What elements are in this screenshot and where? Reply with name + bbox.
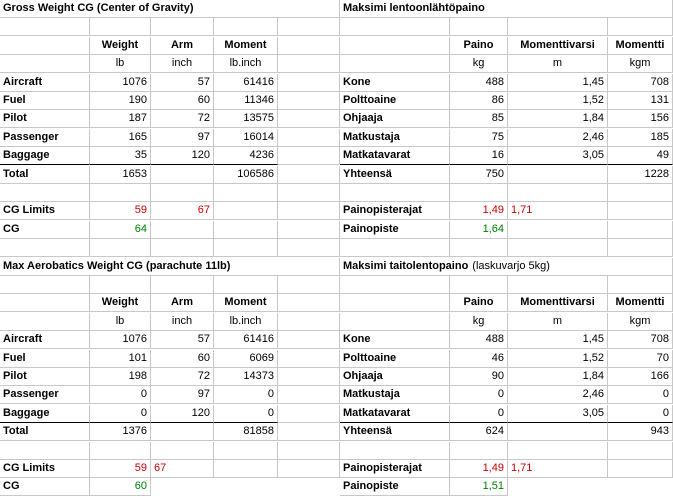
grid-cell[interactable] (0, 442, 90, 460)
left2-unit-2[interactable]: lb.inch (214, 313, 278, 331)
right-total-weight[interactable]: 750 (450, 166, 508, 184)
grid-cell[interactable] (90, 442, 151, 460)
right-row-arm[interactable]: 3,05 (508, 147, 608, 165)
right2-row-arm[interactable]: 1,84 (508, 368, 608, 386)
grid-cell[interactable] (340, 55, 450, 73)
grid-cell[interactable] (340, 276, 450, 294)
right2-row-label[interactable]: Polttoaine (340, 350, 450, 368)
left2-row-moment[interactable]: 6069 (214, 350, 278, 368)
left-limit-high[interactable]: 67 (151, 202, 214, 220)
left2-row-label[interactable]: Pilot (0, 368, 90, 386)
grid-cell[interactable] (151, 166, 214, 184)
grid-cell[interactable] (340, 184, 450, 202)
right-unit-0[interactable]: kg (450, 55, 508, 73)
right-header-1[interactable]: Momenttivarsi (508, 37, 608, 55)
grid-cell[interactable] (151, 184, 214, 202)
grid-cell[interactable] (278, 423, 340, 441)
left2-total-label[interactable]: Total (0, 423, 90, 441)
left-row-moment[interactable]: 16014 (214, 129, 278, 147)
right2-row-label[interactable]: Ohjaaja (340, 368, 450, 386)
right-title[interactable]: Maksimi lentoonlähtöpaino (340, 0, 608, 18)
right2-unit-2[interactable]: kgm (608, 313, 673, 331)
right2-row-weight[interactable]: 0 (450, 405, 508, 423)
left-row-moment[interactable]: 13575 (214, 110, 278, 128)
left-limits-label[interactable]: CG Limits (0, 202, 90, 220)
right-limits-label[interactable]: Painopisterajat (340, 202, 450, 220)
grid-cell[interactable] (214, 239, 278, 257)
grid-cell[interactable] (278, 368, 340, 386)
right-row-label[interactable]: Matkatavarat (340, 147, 450, 165)
left-limit-low[interactable]: 59 (90, 202, 151, 220)
right2-row-moment[interactable]: 0 (608, 386, 673, 404)
grid-cell[interactable] (0, 313, 90, 331)
right2-limit-low[interactable]: 1,49 (450, 460, 508, 478)
right2-row-moment[interactable]: 70 (608, 350, 673, 368)
left-row-arm[interactable]: 60 (151, 92, 214, 110)
right-row-arm[interactable]: 2,46 (508, 129, 608, 147)
left-header-0[interactable]: Weight (90, 37, 151, 55)
grid-cell[interactable] (214, 18, 278, 36)
right2-total-label[interactable]: Yhteensä (340, 423, 450, 441)
grid-cell[interactable] (340, 239, 450, 257)
right2-cg-value[interactable]: 1,51 (450, 478, 508, 496)
right2-title-note: (laskuvarjo 5kg) (472, 260, 550, 272)
grid-cell[interactable] (278, 386, 340, 404)
left-row-moment[interactable]: 11346 (214, 92, 278, 110)
left2-row-moment[interactable]: 0 (214, 386, 278, 404)
grid-cell[interactable] (608, 239, 673, 257)
left-row-label[interactable]: Aircraft (0, 74, 90, 92)
grid-cell[interactable] (450, 184, 508, 202)
right2-row-weight[interactable]: 90 (450, 368, 508, 386)
grid-cell[interactable] (278, 239, 340, 257)
right2-limits-label[interactable]: Painopisterajat (340, 460, 450, 478)
left-title[interactable]: Gross Weight CG (Center of Gravity) (0, 0, 278, 18)
grid-cell[interactable] (214, 276, 278, 294)
grid-cell[interactable] (214, 442, 278, 460)
grid-cell[interactable] (608, 184, 673, 202)
grid-cell[interactable] (0, 18, 90, 36)
grid-cell[interactable] (508, 18, 608, 36)
left2-row-label[interactable]: Fuel (0, 350, 90, 368)
grid-cell[interactable] (508, 423, 608, 441)
grid-cell[interactable] (151, 276, 214, 294)
right-row-label[interactable]: Matkustaja (340, 129, 450, 147)
left2-row-label[interactable]: Aircraft (0, 331, 90, 349)
left-total-weight[interactable]: 1653 (90, 166, 151, 184)
grid-cell[interactable] (278, 92, 340, 110)
left2-row-arm[interactable]: 72 (151, 368, 214, 386)
grid-cell[interactable] (214, 202, 278, 220)
left-cg-label[interactable]: CG (0, 221, 90, 239)
right2-row-arm[interactable]: 1,52 (508, 350, 608, 368)
grid-cell[interactable] (450, 239, 508, 257)
right-unit-2[interactable]: kgm (608, 55, 673, 73)
grid-cell[interactable] (278, 221, 340, 239)
grid-cell[interactable] (278, 110, 340, 128)
left2-row-moment[interactable]: 61416 (214, 331, 278, 349)
right2-header-0[interactable]: Paino (450, 294, 508, 312)
left2-unit-0[interactable]: lb (90, 313, 151, 331)
left-row-label[interactable]: Baggage (0, 147, 90, 165)
left2-row-arm[interactable]: 57 (151, 331, 214, 349)
right2-header-1[interactable]: Momenttivarsi (508, 294, 608, 312)
grid-cell[interactable] (0, 294, 90, 312)
grid-cell[interactable] (608, 18, 673, 36)
grid-cell[interactable] (340, 294, 450, 312)
grid-cell[interactable] (278, 350, 340, 368)
right2-header-2[interactable]: Momentti (608, 294, 673, 312)
right-row-weight[interactable]: 85 (450, 110, 508, 128)
left-row-arm[interactable]: 120 (151, 147, 214, 165)
left2-row-moment[interactable]: 0 (214, 405, 278, 423)
grid-cell[interactable] (0, 37, 90, 55)
right2-row-moment[interactable]: 166 (608, 368, 673, 386)
right2-unit-1[interactable]: m (508, 313, 608, 331)
left2-row-label[interactable]: Baggage (0, 405, 90, 423)
grid-cell[interactable] (278, 460, 340, 478)
grid-cell[interactable] (278, 147, 340, 165)
right2-title[interactable]: Maksimi taitolentopaino (laskuvarjo 5kg) (340, 258, 608, 276)
left-total-moment[interactable]: 106586 (214, 166, 278, 184)
left-unit-2[interactable]: lb.inch (214, 55, 278, 73)
grid-cell[interactable] (608, 258, 673, 276)
grid-cell[interactable] (151, 423, 214, 441)
grid-cell[interactable] (508, 239, 608, 257)
right-unit-1[interactable]: m (508, 55, 608, 73)
grid-cell[interactable] (90, 18, 151, 36)
right-total-label[interactable]: Yhteensä (340, 166, 450, 184)
left2-total-weight[interactable]: 1376 (90, 423, 151, 441)
grid-cell[interactable] (151, 239, 214, 257)
right2-row-arm[interactable]: 2,46 (508, 386, 608, 404)
left-cg-value[interactable]: 64 (90, 221, 151, 239)
left-row-moment[interactable]: 61416 (214, 74, 278, 92)
left-row-weight[interactable]: 165 (90, 129, 151, 147)
grid-cell[interactable] (450, 276, 508, 294)
right-row-weight[interactable]: 86 (450, 92, 508, 110)
grid-cell[interactable] (0, 276, 90, 294)
right2-row-arm[interactable]: 1,45 (508, 331, 608, 349)
left2-cg-value[interactable]: 60 (90, 478, 151, 496)
right-row-moment[interactable]: 49 (608, 147, 673, 165)
grid-cell[interactable] (151, 442, 214, 460)
right2-cg-label[interactable]: Painopiste (340, 478, 450, 496)
left-row-label[interactable]: Fuel (0, 92, 90, 110)
right-row-moment[interactable]: 708 (608, 74, 673, 92)
right-row-weight[interactable]: 488 (450, 74, 508, 92)
left2-limit-high[interactable]: 67 (151, 460, 214, 478)
grid-cell[interactable] (278, 442, 340, 460)
grid-cell[interactable] (608, 0, 673, 18)
grid-cell[interactable] (608, 460, 673, 478)
left-row-weight[interactable]: 187 (90, 110, 151, 128)
right-row-moment[interactable]: 156 (608, 110, 673, 128)
left2-unit-1[interactable]: inch (151, 313, 214, 331)
left2-row-weight[interactable]: 0 (90, 386, 151, 404)
left2-row-moment[interactable]: 14373 (214, 368, 278, 386)
grid-cell[interactable] (608, 276, 673, 294)
right2-row-label[interactable]: Kone (340, 331, 450, 349)
right2-row-weight[interactable]: 46 (450, 350, 508, 368)
grid-cell[interactable] (0, 55, 90, 73)
left2-header-1[interactable]: Arm (151, 294, 214, 312)
grid-cell[interactable] (508, 184, 608, 202)
grid-cell[interactable] (608, 442, 673, 460)
grid-cell[interactable] (450, 18, 508, 36)
grid-cell[interactable] (278, 276, 340, 294)
grid-cell[interactable] (278, 294, 340, 312)
right-cg-value[interactable]: 1,64 (450, 221, 508, 239)
right2-row-label[interactable]: Matkatavarat (340, 405, 450, 423)
left2-row-label[interactable]: Passenger (0, 386, 90, 404)
grid-cell[interactable] (278, 405, 340, 423)
left-row-moment[interactable]: 4236 (214, 147, 278, 165)
right-row-arm[interactable]: 1,52 (508, 92, 608, 110)
grid-cell[interactable] (340, 18, 450, 36)
left-unit-1[interactable]: inch (151, 55, 214, 73)
grid-cell[interactable] (508, 442, 608, 460)
grid-cell[interactable] (0, 184, 90, 202)
grid-cell[interactable] (90, 239, 151, 257)
left2-title[interactable]: Max Aerobatics Weight CG (parachute 11lb) (0, 258, 278, 276)
grid-cell[interactable] (340, 442, 450, 460)
right2-total-weight[interactable]: 624 (450, 423, 508, 441)
left-row-arm[interactable]: 57 (151, 74, 214, 92)
right-row-moment[interactable]: 131 (608, 92, 673, 110)
grid-cell[interactable] (278, 129, 340, 147)
right-limit-low[interactable]: 1,49 (450, 202, 508, 220)
left2-row-arm[interactable]: 97 (151, 386, 214, 404)
grid-cell[interactable] (508, 276, 608, 294)
left-row-arm[interactable]: 72 (151, 110, 214, 128)
left-row-arm[interactable]: 97 (151, 129, 214, 147)
grid-cell[interactable] (508, 166, 608, 184)
left2-row-arm[interactable]: 120 (151, 405, 214, 423)
grid-cell[interactable] (508, 221, 608, 239)
right2-row-arm[interactable]: 3,05 (508, 405, 608, 423)
right-row-arm[interactable]: 1,45 (508, 74, 608, 92)
grid-cell[interactable] (278, 331, 340, 349)
right-total-moment[interactable]: 1228 (608, 166, 673, 184)
left2-row-weight[interactable]: 1076 (90, 331, 151, 349)
grid-cell[interactable] (278, 258, 340, 276)
left2-row-weight[interactable]: 0 (90, 405, 151, 423)
right-row-label[interactable]: Kone (340, 74, 450, 92)
grid-cell[interactable] (90, 276, 151, 294)
right2-limit-high[interactable]: 1,71 (508, 460, 608, 478)
left2-header-0[interactable]: Weight (90, 294, 151, 312)
left2-row-weight[interactable]: 101 (90, 350, 151, 368)
grid-cell[interactable] (278, 202, 340, 220)
right-cg-label[interactable]: Painopiste (340, 221, 450, 239)
grid-cell[interactable] (278, 18, 340, 36)
right-row-weight[interactable]: 75 (450, 129, 508, 147)
left-header-2[interactable]: Moment (214, 37, 278, 55)
left2-limit-low[interactable]: 59 (90, 460, 151, 478)
grid-cell[interactable] (214, 221, 278, 239)
left-row-weight[interactable]: 35 (90, 147, 151, 165)
right-row-arm[interactable]: 1,84 (508, 110, 608, 128)
grid-cell[interactable] (0, 239, 90, 257)
grid-cell[interactable] (278, 0, 340, 18)
left-total-label[interactable]: Total (0, 166, 90, 184)
grid-cell[interactable] (151, 18, 214, 36)
right-row-label[interactable]: Polttoaine (340, 92, 450, 110)
grid-cell[interactable] (608, 221, 673, 239)
left2-row-weight[interactable]: 198 (90, 368, 151, 386)
left2-total-moment[interactable]: 81858 (214, 423, 278, 441)
right-row-moment[interactable]: 185 (608, 129, 673, 147)
right2-row-label[interactable]: Matkustaja (340, 386, 450, 404)
grid-cell[interactable] (278, 37, 340, 55)
right2-row-weight[interactable]: 488 (450, 331, 508, 349)
left-row-label[interactable]: Pilot (0, 110, 90, 128)
grid-cell[interactable] (214, 460, 278, 478)
left2-cg-label[interactable]: CG (0, 478, 90, 496)
grid-cell[interactable] (340, 313, 450, 331)
left-row-label[interactable]: Passenger (0, 129, 90, 147)
grid-cell[interactable] (278, 184, 340, 202)
left-header-1[interactable]: Arm (151, 37, 214, 55)
left2-limits-label[interactable]: CG Limits (0, 460, 90, 478)
grid-cell[interactable] (214, 184, 278, 202)
left-unit-0[interactable]: lb (90, 55, 151, 73)
grid-cell[interactable] (608, 202, 673, 220)
right2-row-moment[interactable]: 708 (608, 331, 673, 349)
left-row-weight[interactable]: 1076 (90, 74, 151, 92)
grid-cell[interactable] (340, 37, 450, 55)
grid-cell[interactable] (278, 74, 340, 92)
right2-row-weight[interactable]: 0 (450, 386, 508, 404)
left2-row-arm[interactable]: 60 (151, 350, 214, 368)
right2-row-moment[interactable]: 0 (608, 405, 673, 423)
right-header-0[interactable]: Paino (450, 37, 508, 55)
grid-cell[interactable] (278, 166, 340, 184)
left2-header-2[interactable]: Moment (214, 294, 278, 312)
right-header-2[interactable]: Momentti (608, 37, 673, 55)
grid-cell[interactable] (151, 221, 214, 239)
right-row-label[interactable]: Ohjaaja (340, 110, 450, 128)
grid-cell[interactable] (278, 313, 340, 331)
left-row-weight[interactable]: 190 (90, 92, 151, 110)
grid-cell[interactable] (278, 55, 340, 73)
right-limit-high[interactable]: 1,71 (508, 202, 608, 220)
grid-cell[interactable] (450, 442, 508, 460)
grid-cell[interactable] (90, 184, 151, 202)
right-row-weight[interactable]: 16 (450, 147, 508, 165)
right2-unit-0[interactable]: kg (450, 313, 508, 331)
right2-total-moment[interactable]: 943 (608, 423, 673, 441)
